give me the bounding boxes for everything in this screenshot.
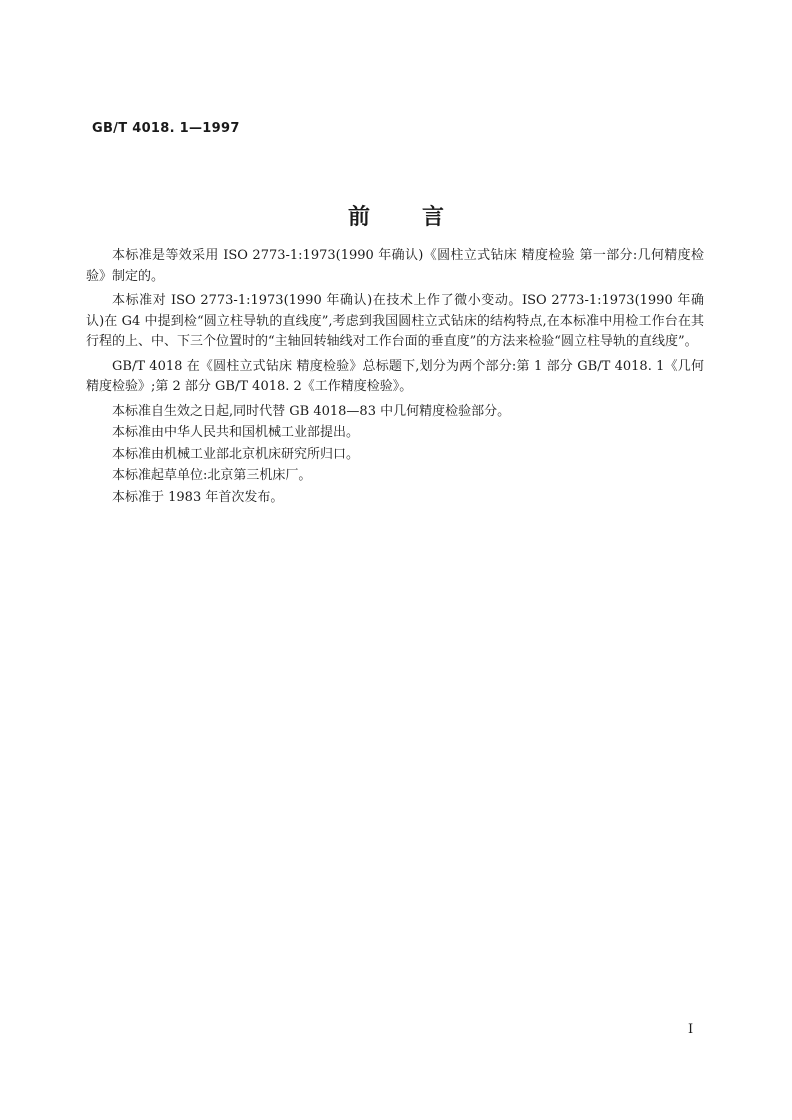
paragraph-drafter: 本标准起草单位:北京第三机床厂。 xyxy=(112,468,312,483)
paragraph-proposer: 本标准由中华人民共和国机械工业部提出。 xyxy=(112,425,360,440)
paragraph-centralized: 本标准由机械工业部北京机床研究所归口。 xyxy=(112,446,360,462)
standard-number: GB/T 4018. 1—1997 xyxy=(92,121,240,136)
paragraph-technical-changes: 本标准对 ISO 2773-1:1973(1990 年确认)在技术上作了微小变动。ISO 2773-1:1973(1990 年确认)在 G4 中提到检“圆立柱导轨的直线度”,考虑到我国圆柱立式钻床的结构特点,在本标准中用检工作台在其行程的上、中、下三个位置时的“主轴回转轴线对工作台面的垂直度”的方法来检验“圆立柱导轨的直线度”。 xyxy=(86,293,704,349)
page-title: 前言 xyxy=(347,205,496,230)
paragraph-parts: GB/T 4018 在《圆柱立式钻床 精度检验》总标题下,划分为两个部分:第 1 部分 GB/T 4018. 1《几何精度检验》;第 2 部分 GB/T 4018. 2《工作精度检验》。 xyxy=(86,358,704,394)
paragraph-replacement: 本标准自生效之日起,同时代替 GB 4018—83 中几何精度检验部分。 xyxy=(112,403,511,419)
paragraph-equivalence: 本标准是等效采用 ISO 2773-1:1973(1990 年确认)《圆柱立式钻床 精度检验 第一部分:几何精度检验》制定的。 xyxy=(86,248,704,284)
page-number: I xyxy=(688,1022,694,1037)
foreword-body xyxy=(86,246,704,509)
paragraph-first-release: 本标准于 1983 年首次发布。 xyxy=(112,489,284,505)
